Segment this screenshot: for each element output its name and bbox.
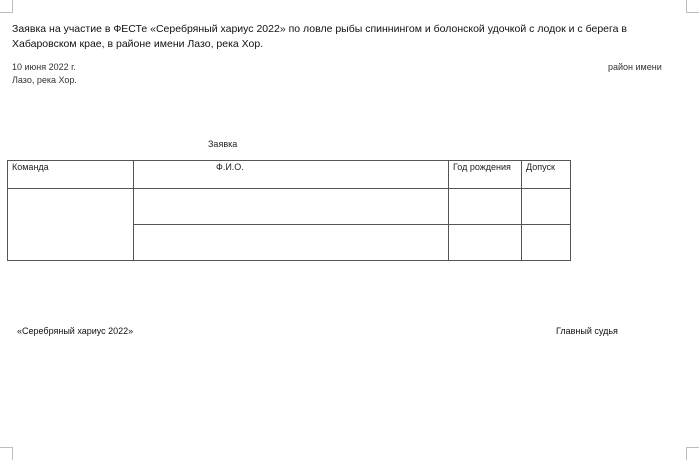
table-header-row bbox=[8, 161, 571, 189]
page-corner-mark-bottom-left bbox=[0, 447, 13, 460]
column-header-birth-year: Год рождения bbox=[449, 161, 522, 189]
full-name-cell[interactable] bbox=[134, 225, 449, 261]
document-heading: Заявка на участие в ФЕСТе «Серебряный хариус 2022» по ловле рыбы спиннингом и болонской удочкой с лодок и с берега в Хабаровском крае, в районе имени Лазо, река Хор. bbox=[12, 23, 627, 50]
birth-year-cell[interactable] bbox=[449, 189, 522, 225]
event-name-signature: «Серебряный хариус 2022» bbox=[17, 326, 134, 336]
document-date: 10 июня 2022 г. bbox=[12, 62, 76, 72]
date-and-place bbox=[12, 61, 132, 87]
admission-cell[interactable] bbox=[522, 189, 571, 225]
form-title: Заявка bbox=[208, 139, 238, 149]
place-continuation: Лазо, река Хор. bbox=[12, 75, 77, 85]
column-header-team: Команда bbox=[8, 161, 134, 189]
table-row bbox=[8, 189, 571, 225]
team-cell[interactable] bbox=[8, 189, 134, 261]
full-name-cell[interactable] bbox=[134, 189, 449, 225]
page-corner-mark-top-right bbox=[686, 0, 699, 13]
page-corner-mark-top-left bbox=[0, 0, 13, 13]
page-corner-mark-bottom-right bbox=[686, 447, 699, 460]
column-header-admission: Допуск bbox=[522, 161, 571, 189]
chief-judge-signature: Главный судья bbox=[556, 326, 618, 336]
birth-year-cell[interactable] bbox=[449, 225, 522, 261]
admission-cell[interactable] bbox=[522, 225, 571, 261]
application-table bbox=[7, 160, 571, 261]
column-header-full-name: Ф.И.О. bbox=[134, 161, 449, 189]
place-label: район имени bbox=[608, 62, 662, 72]
